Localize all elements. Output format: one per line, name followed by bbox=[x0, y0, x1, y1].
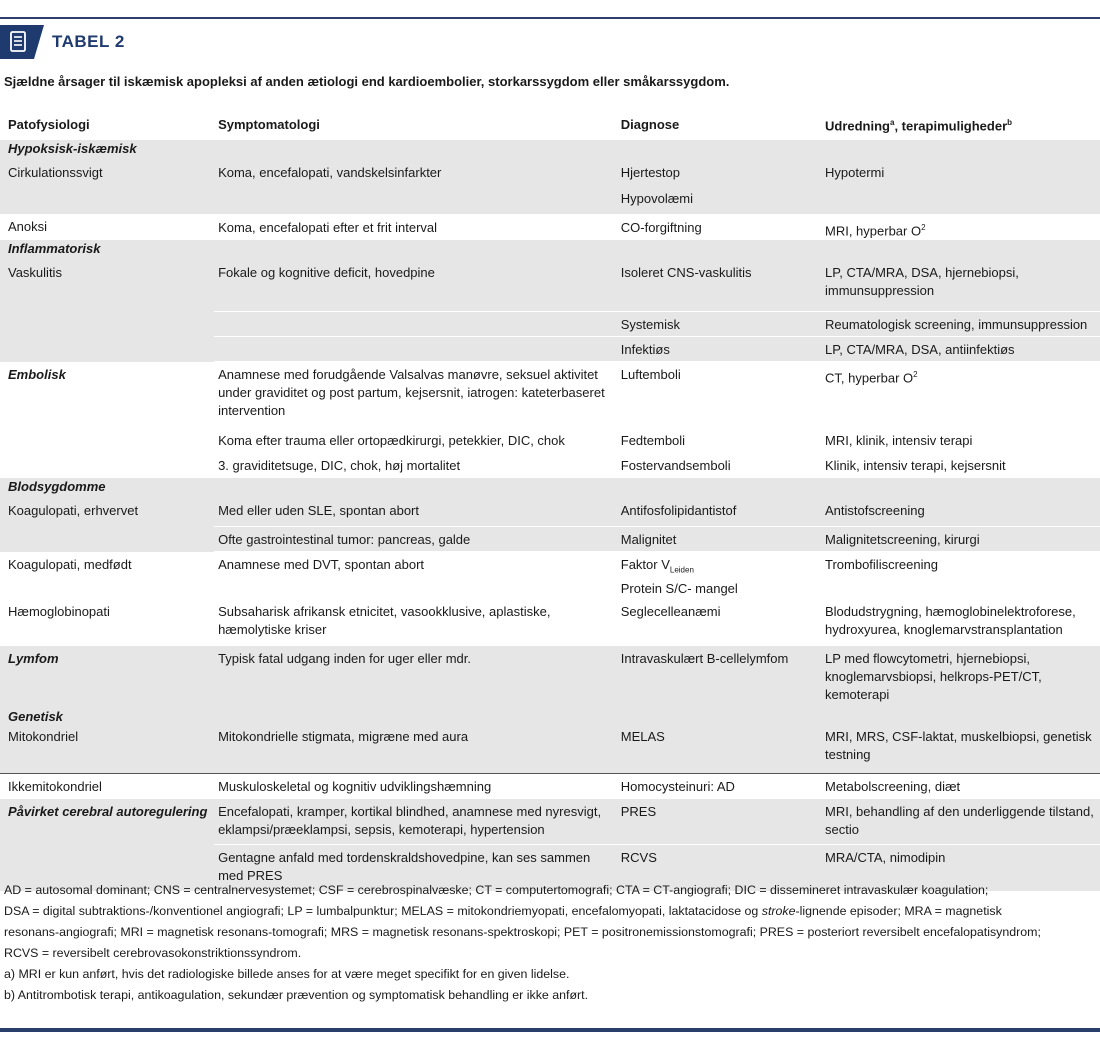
category-label: Påvirket cerebral autoregulering bbox=[8, 803, 208, 819]
abbreviation-italic: stroke bbox=[761, 904, 796, 918]
cell-patofysiologi: Hæmoglobinopati bbox=[8, 603, 110, 619]
header-udredning-label: Udredning bbox=[825, 118, 890, 134]
cell-symptomatologi: Koma efter trauma eller ortopædkirurgi, petekkier, DIC, chok bbox=[214, 428, 617, 453]
table-row bbox=[0, 428, 1100, 453]
diagnose-line: Protein S/C- mangel bbox=[620, 580, 738, 596]
cell-patofysiologi: Vaskulitis bbox=[8, 264, 62, 280]
table-title: TABEL 2 bbox=[52, 32, 125, 51]
table-row bbox=[0, 337, 1100, 362]
header-symptomatologi: Symptomatologi bbox=[218, 117, 320, 132]
category-label: Genetisk bbox=[8, 708, 63, 724]
data-table bbox=[0, 108, 1100, 891]
cell-diagnose bbox=[617, 552, 821, 599]
table-row bbox=[0, 552, 1100, 599]
document-list-icon bbox=[0, 25, 44, 59]
table-header-row bbox=[0, 108, 1100, 140]
footnote-a: a) MRI er kun anført, hvis det radiologiske billede anses for at være meget specifikt for en given lidelse. bbox=[4, 967, 570, 981]
abbreviation-text: DSA = digital subtraktions-/konventionel angiografi; LP = lumbalpunktur; MELAS = mitokondriemyopati, encefalomyopati, laktatacidose og bbox=[4, 904, 762, 918]
cell-symptomatologi: Muskuloskeletal og kognitiv udviklingshæmning bbox=[214, 774, 617, 799]
cell-udredning: MRA/CTA, nimodipin bbox=[821, 845, 1100, 891]
cell-udredning: MRI, klinik, intensiv terapi bbox=[821, 428, 1100, 453]
cell-udredning: LP, CTA/MRA, DSA, hjernebiopsi, immunsuppression bbox=[825, 264, 1019, 298]
table-row bbox=[0, 140, 1100, 164]
abbreviation-line: RCVS = reversibelt cerebrovasokonstriktionssyndrom. bbox=[4, 946, 302, 960]
cell-udredning: Metabolscreening, diæt bbox=[821, 774, 1100, 799]
table-row bbox=[0, 478, 1100, 502]
cell-symptomatologi: Mitokondrielle stigmata, migræne med aura bbox=[218, 728, 469, 744]
table-row bbox=[0, 774, 1100, 799]
table-row bbox=[0, 453, 1100, 478]
table-row bbox=[0, 728, 1100, 774]
cell-udredning bbox=[821, 362, 1100, 428]
table-row bbox=[0, 799, 1100, 845]
cell-diagnose: Seglecelleanæmi bbox=[617, 599, 821, 646]
header-diagnose: Diagnose bbox=[620, 117, 680, 132]
table-row bbox=[0, 527, 1100, 552]
header-udredning bbox=[821, 108, 1100, 140]
table-row bbox=[0, 214, 1100, 240]
footnote-b: b) Antitrombotisk terapi, antikoagulation, sekundær prævention og symptomatisk behandling er ikke anført. bbox=[4, 988, 589, 1002]
header-patofysiologi: Patofysiologi bbox=[8, 117, 90, 132]
table-row bbox=[0, 240, 1100, 264]
cell-udredning: LP, CTA/MRA, DSA, antiinfektiøs bbox=[821, 337, 1100, 362]
table-row bbox=[0, 704, 1100, 728]
footnotes bbox=[4, 880, 1096, 1006]
cell-diagnose: Intravaskulært B-cellelymfom bbox=[620, 650, 789, 666]
table-row bbox=[0, 502, 1100, 527]
header-terapi-label: , terapimuligheder bbox=[894, 118, 1008, 134]
cell-patofysiologi: Anoksi bbox=[8, 219, 48, 234]
cell-diagnose: Luftemboli bbox=[617, 362, 821, 428]
cell-diagnose: Systemisk bbox=[617, 312, 821, 337]
table-row bbox=[0, 312, 1100, 337]
abbreviation-line: AD = autosomal dominant; CNS = centralnervesystemet; CSF = cerebrospinalvæske; CT = computertomografi; CTA = CT-angiografi; DIC = dissemineret intravaskulær koagulation; bbox=[4, 883, 989, 897]
cell-udredning: Reumatologisk screening, immunsuppression bbox=[821, 312, 1100, 337]
table-row bbox=[0, 599, 1100, 646]
table-caption: Sjældne årsager til iskæmisk apopleksi af anden ætiologi end kardioembolier, storkarssygdom eller småkarssygdom. bbox=[4, 74, 730, 89]
category-label: Lymfom bbox=[8, 650, 59, 666]
cell-udredning: Antistofscreening bbox=[825, 502, 925, 518]
cell-udredning: MRI, behandling af den underliggende tilstand, sectio bbox=[825, 803, 1094, 837]
cell-udredning: LP med flowcytometri, hjernebiopsi, knoglemarvsbiopsi, helkrops-PET/CT, kemoterapi bbox=[825, 650, 1042, 702]
top-rule bbox=[0, 17, 1100, 19]
cell-udredning: Blodudstrygning, hæmoglobinelektroforese, hydroxyurea, knoglemarvstransplantation bbox=[821, 599, 1100, 646]
cell-diagnose: Malignitet bbox=[617, 527, 821, 552]
table-row bbox=[0, 164, 1100, 214]
category-label: Embolisk bbox=[8, 366, 66, 382]
cell-patofysiologi: Mitokondriel bbox=[8, 728, 79, 744]
cell-diagnose: RCVS bbox=[617, 845, 821, 891]
udredning-text: MRI, hyperbar O bbox=[825, 222, 922, 238]
cell-diagnose: PRES bbox=[620, 803, 657, 819]
category-label: Blodsygdomme bbox=[8, 478, 106, 494]
cell-symptomatologi: Subsaharisk afrikansk etnicitet, vasookklusive, aplastiske, hæmolytiske kriser bbox=[214, 599, 617, 646]
diagnose-text: Faktor V bbox=[620, 557, 670, 573]
cell-udredning: Klinik, intensiv terapi, kejsersnit bbox=[821, 453, 1100, 478]
diagnose-line: Hjertestop bbox=[620, 165, 680, 180]
table-row bbox=[0, 264, 1100, 312]
bottom-rule bbox=[0, 1028, 1100, 1032]
cell-diagnose: Antifosfolipidantistof bbox=[620, 502, 737, 518]
cell-diagnose: Homocysteinuri: AD bbox=[617, 774, 821, 799]
footnote-ref-b: b bbox=[1007, 118, 1013, 128]
cell-udredning: Malignitetscreening, kirurgi bbox=[821, 527, 1100, 552]
cell-udredning bbox=[821, 214, 1100, 240]
cell-symptomatologi: Typisk fatal udgang inden for uger eller mdr. bbox=[218, 650, 472, 666]
abbreviation-line bbox=[4, 901, 1096, 922]
cell-diagnose: CO-forgiftning bbox=[617, 214, 821, 240]
cell-diagnose: Isoleret CNS-vaskulitis bbox=[620, 264, 752, 280]
cell-diagnose bbox=[617, 164, 821, 214]
cell-diagnose: MELAS bbox=[620, 728, 665, 744]
cell-symptomatologi: Koma, encefalopati, vandskelsinfarkter bbox=[218, 165, 442, 180]
superscript: 2 bbox=[921, 222, 926, 232]
cell-symptomatologi: Anamnese med DVT, spontan abort bbox=[214, 552, 617, 599]
cell-diagnose: Fedtemboli bbox=[617, 428, 821, 453]
table-row bbox=[0, 362, 1100, 428]
cell-patofysiologi: Koagulopati, erhvervet bbox=[8, 502, 139, 518]
cell-udredning: Hypotermi bbox=[825, 165, 885, 180]
category-label: Inflammatorisk bbox=[8, 240, 101, 256]
footnote-ref-a: a bbox=[890, 118, 895, 128]
diagnose-line bbox=[621, 556, 817, 580]
abbreviation-line: resonans-angiografi; MRI = magnetisk resonans-tomografi; MRS = magnetisk resonans-spektroskopi; PET = positronemissionstomografi; PRES = posteriort reversibelt encefalopatisyndrom; bbox=[4, 925, 1041, 939]
cell-diagnose: Infektiøs bbox=[617, 337, 821, 362]
cell-symptomatologi: Gentagne anfald med tordenskraldshovedpine, kan ses sammen med PRES bbox=[214, 845, 617, 891]
abbreviation-text: -lignende episoder; MRA = magnetisk bbox=[795, 904, 1002, 918]
superscript: 2 bbox=[913, 370, 918, 380]
cell-symptomatologi: Encefalopati, kramper, kortikal blindhed, anamnese med nyresvigt, eklampsi/præeklampsi, sepsis, kemoterapi, hypertension bbox=[218, 803, 602, 837]
cell-udredning: MRI, MRS, CSF-laktat, muskelbiopsi, genetisk testning bbox=[825, 728, 1092, 762]
cell-symptomatologi: 3. graviditetsuge, DIC, chok, høj mortalitet bbox=[214, 453, 617, 478]
cell-patofysiologi: Koagulopati, medfødt bbox=[8, 556, 132, 572]
diagnose-line: Hypovolæmi bbox=[620, 191, 693, 206]
cell-symptomatologi: Fokale og kognitive deficit, hovedpine bbox=[218, 264, 435, 280]
cell-patofysiologi: Cirkulationssvigt bbox=[8, 165, 103, 180]
udredning-text: CT, hyperbar O bbox=[825, 370, 914, 386]
subscript: Leiden bbox=[669, 565, 694, 575]
cell-udredning: Trombofiliscreening bbox=[821, 552, 1100, 599]
category-label: Hypoksisk-iskæmisk bbox=[8, 141, 137, 156]
cell-symptomatologi: Med eller uden SLE, spontan abort bbox=[218, 502, 419, 518]
cell-patofysiologi: Ikkemitokondriel bbox=[0, 774, 214, 799]
cell-diagnose: Fostervandsemboli bbox=[617, 453, 821, 478]
cell-symptomatologi: Koma, encefalopati efter et frit interval bbox=[214, 214, 617, 240]
cell-symptomatologi: Anamnese med forudgående Valsalvas manøvre, seksuel aktivitet under graviditet og post partum, kejsersnit, iatrogen: kateterbaseret intervention bbox=[214, 362, 617, 428]
cell-symptomatologi: Ofte gastrointestinal tumor: pancreas, galde bbox=[214, 527, 617, 552]
table-row bbox=[0, 646, 1100, 704]
